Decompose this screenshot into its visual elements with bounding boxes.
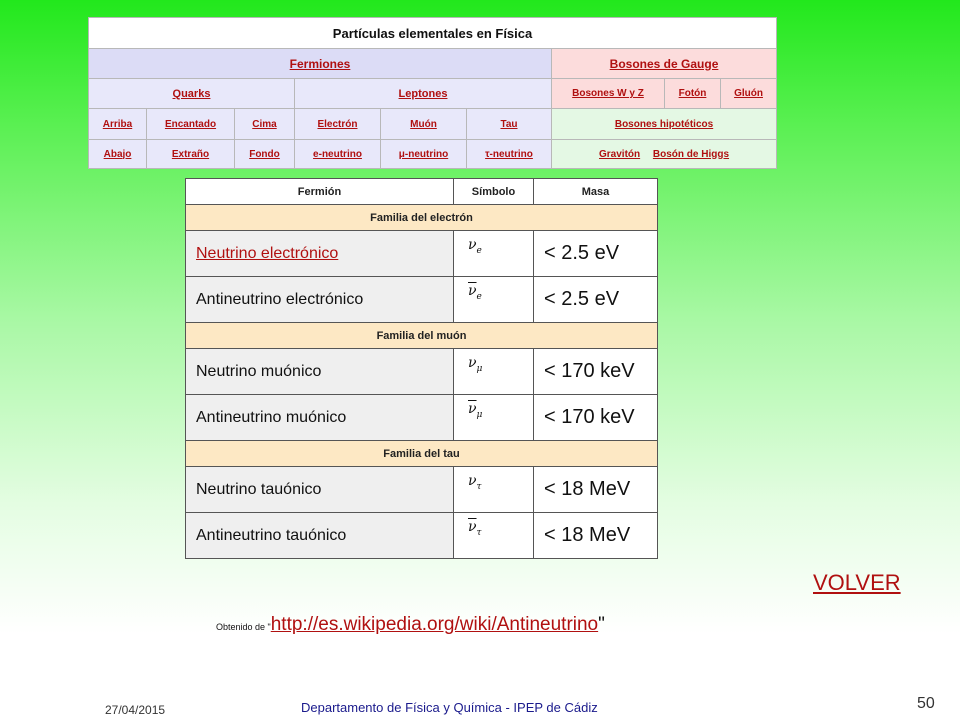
muon-neutrino-symbol: $\nu_\mu$ bbox=[468, 355, 483, 374]
table-row bbox=[186, 395, 658, 441]
gauge-bosons-link[interactable]: Bosones de Gauge bbox=[609, 56, 719, 71]
electron-neutrino-name-link[interactable]: Neutrino electrónico bbox=[186, 231, 454, 277]
source-attribution bbox=[216, 614, 605, 636]
table-row bbox=[186, 349, 658, 395]
tau-neutrino-link[interactable]: τ-neutrino bbox=[485, 148, 533, 160]
particles-title: Partículas elementales en Física bbox=[89, 18, 777, 49]
tau-link[interactable]: Tau bbox=[500, 118, 518, 130]
source-url-link[interactable]: http://es.wikipedia.org/wiki/Antineutrino bbox=[270, 614, 599, 635]
strange-quark-link[interactable]: Extraño bbox=[171, 148, 210, 160]
hypothetical-bosons-link[interactable]: Bosones hipotéticos bbox=[614, 118, 714, 130]
tau-neutrino-symbol: $\nu_\tau$ bbox=[468, 473, 482, 492]
tau-neutrino-name: Neutrino tauónico bbox=[186, 467, 454, 513]
electron-neutrino-link[interactable]: e-neutrino bbox=[313, 148, 362, 160]
muon-antineutrino-symbol: $\overline{\nu}_\mu$ bbox=[468, 401, 483, 420]
gluon-link[interactable]: Gluón bbox=[734, 88, 763, 99]
table-row bbox=[186, 277, 658, 323]
family-tau: Familia del tau bbox=[186, 441, 658, 467]
higgs-boson-link[interactable]: Bosón de Higgs bbox=[652, 148, 730, 160]
muon-neutrino-name: Neutrino muónico bbox=[186, 349, 454, 395]
electron-neutrino-mass: < 2.5 eV bbox=[534, 231, 658, 277]
header-fermion: Fermión bbox=[186, 179, 454, 205]
family-electron: Familia del electrón bbox=[186, 205, 658, 231]
quarks-link[interactable]: Quarks bbox=[172, 87, 211, 100]
top-quark-link[interactable]: Cima bbox=[252, 118, 277, 130]
source-prefix: Obtenido de " bbox=[216, 622, 271, 632]
electron-link[interactable]: Electrón bbox=[317, 118, 358, 130]
table-row bbox=[186, 513, 658, 559]
muon-neutrino-link[interactable]: μ-neutrino bbox=[398, 148, 449, 160]
muon-link[interactable]: Muón bbox=[410, 118, 437, 130]
bottom-quark-link[interactable]: Fondo bbox=[249, 148, 280, 160]
electron-neutrino-symbol: $\nu_e$ bbox=[468, 237, 482, 256]
leptons-link[interactable]: Leptones bbox=[398, 87, 448, 100]
bosons-wz-link[interactable]: Bosones W y Z bbox=[572, 88, 644, 99]
neutrino-table bbox=[185, 178, 658, 559]
table-row bbox=[186, 467, 658, 513]
down-quark-link[interactable]: Abajo bbox=[103, 148, 132, 160]
electron-antineutrino-name: Antineutrino electrónico bbox=[186, 277, 454, 323]
charm-quark-link[interactable]: Encantado bbox=[164, 118, 217, 130]
muon-antineutrino-name: Antineutrino muónico bbox=[186, 395, 454, 441]
muon-neutrino-mass: < 170 keV bbox=[534, 349, 658, 395]
volver-link[interactable]: VOLVER bbox=[813, 570, 901, 595]
page-number: 50 bbox=[917, 695, 935, 712]
tau-antineutrino-name: Antineutrino tauónico bbox=[186, 513, 454, 559]
header-mass: Masa bbox=[534, 179, 658, 205]
photon-link[interactable]: Fotón bbox=[678, 88, 707, 99]
tau-neutrino-mass: < 18 MeV bbox=[534, 467, 658, 513]
family-muon: Familia del muón bbox=[186, 323, 658, 349]
source-suffix: " bbox=[598, 614, 605, 635]
tau-antineutrino-mass: < 18 MeV bbox=[534, 513, 658, 559]
up-quark-link[interactable]: Arriba bbox=[102, 118, 133, 130]
tau-antineutrino-symbol: $\overline{\nu}_\tau$ bbox=[468, 519, 482, 538]
footer-date: 27/04/2015 bbox=[105, 703, 166, 717]
muon-antineutrino-mass: < 170 keV bbox=[534, 395, 658, 441]
footer-department: Departamento de Física y Química - IPEP de Cádiz bbox=[301, 700, 598, 715]
fermions-link[interactable]: Fermiones bbox=[289, 56, 351, 71]
electron-antineutrino-mass: < 2.5 eV bbox=[534, 277, 658, 323]
table-row bbox=[186, 231, 658, 277]
graviton-link[interactable]: Gravitón bbox=[599, 148, 641, 160]
electron-antineutrino-symbol: $\overline{\nu}_e$ bbox=[468, 283, 482, 302]
elementary-particles-table bbox=[88, 17, 777, 169]
header-symbol: Símbolo bbox=[454, 179, 534, 205]
